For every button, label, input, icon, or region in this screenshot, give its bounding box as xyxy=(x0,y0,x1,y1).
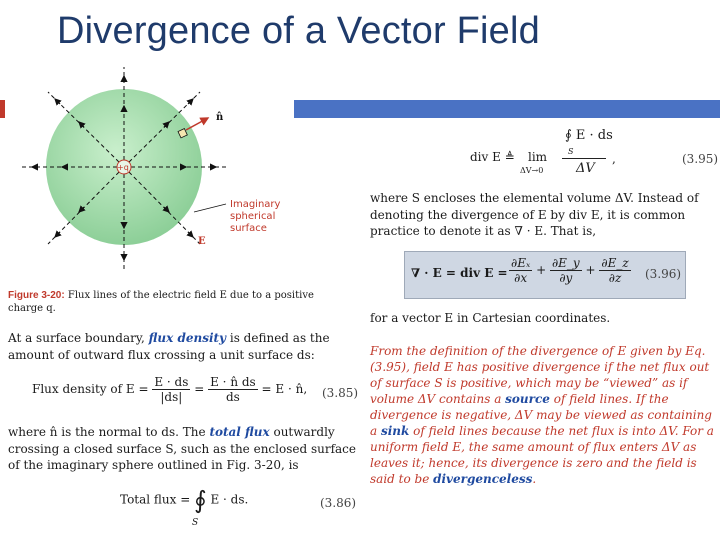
equation-3-85 xyxy=(32,375,307,404)
para2-text-a: where n̂ is the normal to ds. The xyxy=(8,425,210,439)
blue-accent-bar xyxy=(294,100,720,118)
flux-lines-diagram xyxy=(8,62,298,287)
figure-caption xyxy=(8,289,348,315)
eq396-n2: ∂E_y xyxy=(551,256,580,270)
divergenceless-term: divergenceless xyxy=(433,472,533,486)
eq395-denominator: ΔV xyxy=(576,161,595,176)
caption-label: Figure 3-20: xyxy=(8,290,65,301)
integral-sign: ∮ xyxy=(194,486,207,514)
equation-3-86 xyxy=(120,486,248,514)
eq386-rhs: E · ds. xyxy=(210,492,249,507)
divergence-notation-paragraph: where S encloses the elemental volume ΔV. Instead of denoting the divergence of E by div E, it is common practice to denote it as ∇ · E. That is, xyxy=(370,191,699,238)
surface-label-1: Imaginary xyxy=(230,199,281,210)
red-text-d: . xyxy=(532,472,537,486)
eq385-den2: ds xyxy=(225,390,240,404)
para1-text-b: is defined as the amount of outward flux crossing a unit surface ds: xyxy=(8,331,330,362)
charge-label: +q xyxy=(117,163,129,172)
eq385-lhs: Flux density of E = xyxy=(32,382,149,396)
eq385-num1: E · ds xyxy=(154,375,189,389)
field-label: E xyxy=(198,236,206,247)
eq385-end: = E · n̂, xyxy=(261,382,308,396)
red-accent-mark xyxy=(0,100,5,118)
eq396-plus-2: + xyxy=(585,263,596,277)
eq395-fraction-bar xyxy=(562,158,606,159)
total-flux-term: total flux xyxy=(209,425,270,439)
eq395-lim: lim xyxy=(528,150,548,164)
normal-vector xyxy=(186,118,208,130)
flux-density-paragraph xyxy=(8,330,358,363)
eq385-number: (3.85) xyxy=(322,386,359,400)
eq386-lhs: Total flux = xyxy=(120,492,191,507)
eq396-n3: ∂E_z xyxy=(601,256,629,270)
red-text-c: of field lines because the net flux is into ΔV. For a uniform field E, the same amount of flux enters ΔV as leaves it; hence, its divergence is zero and the field is said to be xyxy=(370,424,714,486)
eq385-equals: = xyxy=(194,382,205,396)
para2-text-b: outwardly crossing a closed surface S, such as the enclosed surface of the imaginary sphere outlined in Fig. 3-20, is xyxy=(8,425,356,472)
cartesian-note: for a vector E in Cartesian coordinates. xyxy=(370,311,611,325)
eq396-terms xyxy=(509,256,631,285)
eq385-num2: E · n̂ ds xyxy=(210,375,256,389)
source-term: source xyxy=(505,392,550,406)
red-text-a: From the definition of the divergence of E given by Eq. (3.95), field E has positive divergence if the net flux out of surface S is positive, which may be “viewed” as if volume ΔV contains a xyxy=(370,344,710,406)
equation-3-96-box xyxy=(404,251,686,299)
eq395-numerator-sub: S xyxy=(568,147,574,156)
eq395-lhs: div E ≜ xyxy=(470,150,515,164)
para1-text-a: At a surface boundary, xyxy=(8,331,149,345)
eq395-lim-sub: ΔV→0 xyxy=(520,166,544,175)
eq396-n1: ∂Eₓ xyxy=(511,256,531,270)
eq395-numerator: ∮ E · ds xyxy=(565,128,613,143)
eq396-d3: ∂z xyxy=(608,271,622,285)
eq396-d2: ∂y xyxy=(559,271,573,285)
eq395-number: (3.95) xyxy=(682,152,719,166)
surface-label-2: spherical xyxy=(230,211,276,222)
surface-label-3: surface xyxy=(230,223,267,234)
total-flux-paragraph xyxy=(8,424,358,474)
sink-term: sink xyxy=(380,424,410,438)
eq396-plus-1: + xyxy=(536,263,547,277)
eq396-number: (3.96) xyxy=(645,267,682,281)
eq386-subscript: S xyxy=(192,518,199,528)
eq386-number: (3.86) xyxy=(320,496,357,510)
caption-text: Flux lines of the electric field E due to a positive charge q. xyxy=(8,290,314,314)
eq396-lhs: ∇ · E = div E = xyxy=(411,266,508,280)
eq396-d1: ∂x xyxy=(514,271,528,285)
flux-density-term: flux density xyxy=(148,331,227,345)
eq385-den1: |ds| xyxy=(160,390,183,404)
normal-label: n̂ xyxy=(216,112,224,123)
eq395-comma: , xyxy=(612,152,616,166)
divergence-interpretation-paragraph xyxy=(370,343,720,487)
red-text-b: of field lines. If the divergence is negative, ΔV may be viewed as containing a xyxy=(370,392,712,438)
slide-title: Divergence of a Vector Field xyxy=(57,10,540,52)
